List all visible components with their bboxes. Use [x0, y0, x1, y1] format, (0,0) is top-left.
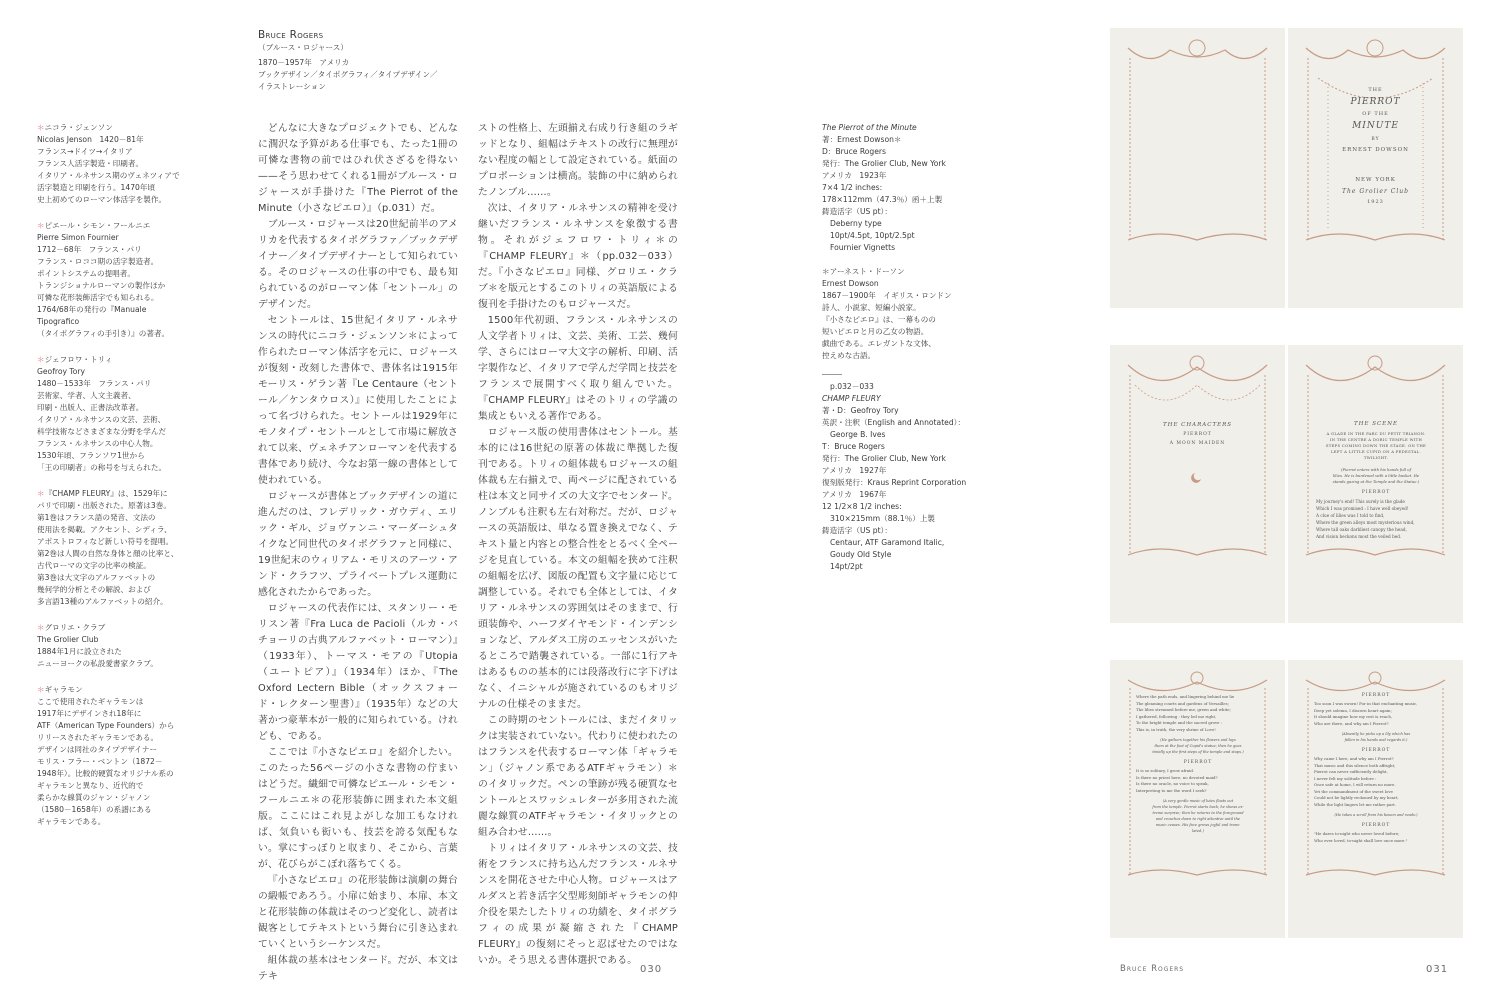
verse-line: That music and this silence both affright; [1314, 762, 1396, 768]
verse-line: While the light lingers let me rather part. [1314, 801, 1396, 807]
side-note-line: ニューヨークの私設愛書家クラブ。 [37, 659, 158, 668]
side-note-line: 可憐な花形装飾活字でも知られる。 [37, 293, 159, 302]
verse-line: It is so solitary, I grow afraid. [1136, 768, 1195, 773]
stage-direction: from the temple. Pierrot starts back; he shows ex- [1152, 805, 1244, 809]
title-page-line: NEW YORK [1355, 177, 1396, 183]
credit-line: 10pt/4.5pt, 10pt/2.5pt [830, 231, 915, 240]
title-page-line: MINUTE [1352, 121, 1399, 131]
credit-line: 12 1/2×8 1/2 inches: [822, 502, 902, 511]
side-note-line: 活字製造と印刷を行う。1470年頃 [37, 183, 156, 192]
credit-line: p.032－033 [830, 382, 874, 391]
side-note-line: 1530年頃、フランソワ1世から [37, 451, 145, 460]
stage-direction: (A very gentle music of lutes floats out [1162, 799, 1234, 803]
title-page-text [1333, 86, 1418, 206]
verse-line: Which I was promised : I have well obeyed! [1316, 506, 1409, 511]
stage-direction: (He gathers together his flowers and lays [1160, 738, 1236, 742]
scene-line: TWILIGHT. [1363, 455, 1389, 460]
side-note [37, 622, 187, 670]
character-line: THE CHARACTERS [1162, 422, 1233, 428]
side-note-line: フランス・ルネサンスの中心人物。 [37, 439, 158, 448]
verse-line: Who are there, and why am I Pierrot? [1314, 720, 1389, 726]
side-note-line: 多言語13種のアルファベットの紹介。 [37, 597, 168, 606]
verse-line: Why came I here, and why am I Pierrot? [1314, 756, 1394, 761]
character-line: A MOON MAIDEN [1169, 441, 1226, 446]
side-note-line: The Grolier Club [37, 635, 99, 644]
designer-roles: ブックデザイン／タイポグラフィ／タイプデザイン／ [258, 70, 438, 79]
side-note [37, 488, 187, 608]
side-note-line: ギャラモンと異なり、近代的で [37, 781, 144, 790]
plate-flyleaf [1110, 28, 1285, 308]
designer-name: Bruce Rogers [258, 29, 324, 41]
body-paragraph: ロジャース版の使用書体はセントール。基本的には16世紀の原著の体裁に準拠した復刊である。トリィの組体裁もロジャースの組体裁も左右揃えで、両ページに配されている柱は本文と同サイズの大文字でセンタード。ノンブルも注釈も左右対称だ。だが、ロジャースの英語版は、単なる置き換えでなく、テキスト量と内容との整合性をとるべく全ページを見直している。本文の組幅を狭めて注釈の組幅を広げ、図版の配置も文字量に応じて調整している。それでも全体としては、イタリア・ルネサンスの雰囲気はそのままで、行頭装飾や、ハーフダイヤモンド・インデンションなど、アルダス工房のエッセンスがいたるところで踏襲されている。一部に1行アキはあるものの基本的には段落改行に字下げはなく、イニシャルが施されているのもオリジナルの仕様そのままだ。 [478, 427, 678, 710]
plate-scene [1288, 345, 1463, 623]
side-note-line: イタリア・ルネサンス期のヴェネツィアで [37, 171, 180, 180]
verse-line: "He dares to-night who never loved before; [1314, 831, 1400, 836]
credit-line: 詩人、小説家、短編小説家。 [822, 303, 921, 312]
stage-direction: (Pierrot enters with his hands full of [1341, 467, 1411, 472]
credit-line: 鋳造活字（US pt）： [822, 526, 892, 535]
character-line: PIERROT [1183, 432, 1212, 437]
verse-line: Who ever loved, to-night shall love once more." [1314, 837, 1408, 843]
side-note-title: ＊ニコラ・ジェンソン [37, 123, 113, 132]
side-note-line: フランス人活字製造・印刷者。 [37, 159, 144, 168]
side-note-line: Nicolas Jenson 1420－81年 [37, 135, 144, 144]
right-verse-text [1314, 688, 1438, 848]
side-note-line: ギャラモンである。 [37, 817, 106, 826]
body-paragraph: この時期のセントールには、まだイタリックは実装されていない。代わりに使われたのはフランスを代表するローマン体「ギャラモン」（ジャノン系であるATFギャラモン）＊のイタリックだ。ペンの筆跡が残る硬質なセントールとスワッシュレターが多用された流麗な線質のATFギャラモン・イタリックとの組み合わせ……。 [478, 715, 678, 838]
verse-line: Is there no priest here, no devoted maid? [1136, 774, 1218, 780]
speaker-label: PIERROT [1361, 748, 1391, 753]
side-note-line: ここで使用されたギャラモンは [37, 697, 144, 706]
side-note-line: （タイポグラフィの手引き）』の著者。 [37, 329, 170, 338]
stage-direction: (Absently he picks up a lily which has [1341, 732, 1411, 736]
credit-line: Centaur, ATF Garamond Italic, [830, 538, 945, 547]
verse-line: A clue of lilies was I told to find, [1316, 513, 1385, 518]
credit-line: Ernest Dowson [822, 279, 879, 288]
credits-column [822, 122, 982, 585]
verse-line: Is there no oracle, no voice to speak, [1136, 781, 1209, 786]
credit-line: The Pierrot of the Minute [822, 123, 917, 132]
verse-line: Too soon I was sworn! For in that enchanting music, [1314, 701, 1418, 706]
side-note-line: 芸術家、学者、人文主義者、 [37, 391, 136, 400]
body-paragraph: ブルース・ロジャースは20世紀前半のアメリカを代表するタイポグラファ／ブックデザイナー／タイプデザイナーとして知られている。そのロジャースの仕事の中でも、最も知られているのがローマン体「セントール」のデザインだ。 [258, 219, 458, 310]
credit-line: 『小さなピエロ』は、一幕ものの [822, 315, 936, 324]
verse-line: Yet the commandment of the sweet love [1314, 788, 1393, 794]
speaker-label: PIERROT [1361, 823, 1391, 828]
side-note-line: アポストロフィなど新しい符号を提唱。 [37, 537, 174, 546]
side-note-line: （1580－1658年）の系譜にある [37, 805, 152, 814]
verse-line: Where the path ends, and lingering behind me lie [1136, 694, 1235, 699]
credit-line: 著・D：Geofroy Tory [822, 406, 899, 415]
side-note [37, 684, 187, 828]
side-note-line: 幾何学的分析とその解説、および [37, 585, 151, 594]
body-paragraph: 組体裁の基本はセンタード。だが、本文はテキ [258, 955, 458, 982]
body-paragraph: セントールは、15世紀イタリア・ルネサンスの時代にニコラ・ジェンソン＊によって作られたローマン体活字を元に、ロジャースが復刻・改刻した書体で、書体名は1915年モーリス・ゲラン著『Le Centaure（セントール／ケンタウロス）』に使用したことによって名づけられた。セントールは1929年にモノタイプ・セントールとして市場に解放されて以来、ヴェネチアンローマンを代表する書体であり続け、今なお第一線の書体として使われている。 [258, 315, 458, 486]
side-note-line: 第1巻はフランス語の発音、文法の [37, 513, 156, 522]
credit-line: Deberny type [830, 219, 882, 228]
verse-line: Where the green alleys most mysterious wind, [1316, 520, 1415, 525]
scene-line: IN THE CENTRE A DORIC TEMPLE WITH [1329, 437, 1423, 442]
verse-line: I never felt my solitude before : [1314, 775, 1377, 781]
page-number-left: 030 [640, 964, 663, 975]
side-note-line: 史上初めてのローマン体活字を製作。 [37, 195, 167, 204]
verse-line: To the bright temple and the sacred grove : [1136, 720, 1222, 725]
plate-characters [1110, 345, 1285, 623]
side-note [37, 122, 187, 206]
side-note-line: 1884年1月に設立された [37, 647, 122, 656]
credit-line: 鋳造活字（US pt）： [822, 207, 892, 216]
speaker-label: PIERROT [1361, 490, 1391, 495]
side-note-line: 1480－1533年 フランス・パリ [37, 379, 152, 388]
body-paragraph: ストの性格上、左頭揃え右成り行き組のラギッドとなり、組幅はテキストの改行に無理がない程度の幅として設定されている。紙面のプロポーションは横高。装飾の中に納められたノンブル……。 [478, 123, 678, 198]
body-paragraph: ここでは『小さなピエロ』を紹介したい。このたった56ページの小さな書物の佇まいはどうだ。繊細で可憐なピエール・シモン・フールニエ＊の花形装飾に囲まれた本文組版。ここにはこれ見よがしな加工もなければ、気負いも衒いも、技芸を誇る気配もない。掌にすっぽりと収まり、そこから、言葉が、花びらがこぼれ落ちてくる。 [258, 747, 458, 870]
ornament-frame [1110, 345, 1285, 623]
title-page-line: The Grolier Club [1342, 187, 1409, 195]
credit-line: Fournier Vignetts [830, 243, 896, 252]
side-note-title: ＊ジェフロワ・トリィ [37, 355, 113, 364]
verse-line: And vision beckons most the veiled bed. [1316, 534, 1402, 539]
title-page-line: PIERROT [1350, 97, 1401, 107]
credit-line: 14pt/2pt [830, 562, 863, 571]
title-page-line: ERNEST DOWSON [1342, 146, 1409, 153]
plate-verse-right [1288, 660, 1463, 938]
title-page-line: THE [1368, 87, 1383, 93]
side-note-title: ＊ギャラモン [37, 685, 83, 694]
body-paragraph: どんなに大きなプロジェクトでも、どんなに潤沢な予算がある仕事でも、たった1冊の可憐な書物の前ではひれ伏さざるを得ない——そう思わせてくれる1冊がブルース・ロジャースが手掛けた『The Pierrot of the Minute（小さなピエロ）』（p.031）だ。 [258, 123, 458, 214]
credit-line: 310×215mm（88.1％）上製 [830, 514, 936, 523]
credit-line: アメリカ 1967年 [822, 490, 887, 499]
verse-line: This is, in truth, the very shrine of Love! [1136, 726, 1216, 732]
side-note-line: 第2巻は人間の自然な身体と顔の比率と、 [37, 549, 179, 558]
page-number-right: 031 [1426, 964, 1449, 975]
credit-line: 1867－1900年 イギリス・ロンドン [822, 291, 952, 300]
stage-direction: and crouches down to right attentive until the [1155, 817, 1241, 821]
side-note-line: ポイントシステムの提唱者。 [37, 269, 135, 278]
designer-roles-cont: イラストレーション [258, 82, 326, 91]
speaker-label: PIERROT [1361, 693, 1391, 698]
scene-line: LEFT A LITTLE CUPID ON A PEDESTAL. [1330, 449, 1421, 454]
title-page-line: 1923 [1367, 198, 1384, 205]
verse-line: I gathered, following : they led me right, [1136, 713, 1217, 719]
side-note-line: 柔らかな線質のジャン・ジャノン [37, 793, 151, 802]
stage-direction: them at the foot of Cupid's statue; then he goes [1154, 744, 1242, 748]
credit-line: 復刻版発行：Kraus Reprint Corporation [822, 478, 967, 487]
title-page-line: BY [1371, 137, 1380, 142]
verse-line: Once safe at home, I will return no more. [1314, 782, 1396, 787]
body-paragraph: 『小さなピエロ』の花形装飾は演劇の舞台の緞帳であろう。小扉に始まり、本扉、本文と花形装飾の体裁はそのつど変化し、読者は観客としてテキストという舞台に引き込まれていくというシーケンスだ。 [258, 875, 458, 950]
body-paragraph: ロジャースの代表作には、スタンリー・モリスン著『Fra Luca de Pacioli（ルカ・パチョーリの古典アルファベット・ローマン）』（1933年）、トーマス・モアの『Utopia（ユートピア）』（1934年）ほか、『The Oxford Lectern Bible（オックスフォード・レクターン聖書）』（1935年）などの大著かつ豪華本が一般的に知られている。けれども、である。 [258, 603, 458, 742]
stage-direction: lated.) [1192, 829, 1204, 833]
verse-line: The gleaming courts and gardens of Versailles; [1136, 700, 1229, 706]
title-page-line: OF THE [1362, 111, 1389, 117]
side-note-line: イタリア・ルネサンスの文芸、芸術、 [37, 415, 166, 424]
designer-name-ja: （ブルース・ロジャース） [258, 43, 348, 52]
credit-line: 英訳・注釈（English and Annotated）： [822, 418, 966, 427]
left-verse-text [1136, 694, 1260, 838]
side-note-line: Pierre Simon Fournier [37, 233, 119, 242]
speaker-label: PIERROT [1183, 760, 1213, 765]
credit-line: 控えめな古語。 [822, 351, 876, 360]
plate-verse-left [1110, 660, 1285, 938]
stage-direction: music ceases. His face grows joyful and trans- [1155, 823, 1241, 827]
side-note-line: 科学技術などさまざまな分野を学んだ [37, 427, 167, 436]
side-note-line: 1712－68年 フランス・パリ [37, 245, 142, 254]
stage-direction: treme surprise; then he returns to the foreground [1152, 811, 1244, 815]
side-notes [37, 122, 187, 842]
body-column-2 [478, 121, 678, 969]
credit-block [822, 374, 967, 573]
verse-line: Pierrot can never sufficiently delight, [1314, 769, 1388, 774]
credit-line: 7×4 1/2 inches: [822, 183, 883, 192]
side-note-line: 1764/68年の発行の『Manuale Tipografico [37, 305, 147, 326]
credit-line: CHAMP FLEURY [822, 394, 881, 403]
side-note [37, 220, 187, 340]
verse-line: Where tall oaks darkliest canopy the head, [1316, 527, 1407, 532]
side-note-line: Geofroy Tory [37, 367, 85, 376]
characters-text [1140, 421, 1255, 448]
side-note-line: 印刷・出版人、正書法改革者。 [37, 403, 144, 412]
body-paragraph: トリィはイタリア・ルネサンスの文芸、技術をフランスに持ち込んだフランス・ルネサンスを開花させた中心人物。ロジャースはアルダスと若き活字父型彫刻師ギャラモンの仲介役を果たしたトリィの功績を、タイポグラフィの成果が凝縮された『CHAMP FLEURY』の復刻にそっと忍ばせたのではないか。そう思える書体選択である。 [478, 843, 678, 966]
scene-heading: THE SCENE [1353, 421, 1399, 427]
stage-direction: stands gazing at the Temple and the Statue.) [1332, 479, 1420, 484]
side-note-line: トランジショナルローマンの製作ほか [37, 281, 166, 290]
body-paragraph: 次は、イタリア・ルネサンスの精神を受け継いだフランス・ルネサンスを象徴する書物。それがジェフロワ・トリィ＊の『CHAMP FLEURY』＊（pp.032－033）だ。『小さなピエロ』同様、グロリエ・クラブ＊を版元とするこのトリィの英語版による復刊を手掛けたのもロジャースだ。 [478, 203, 678, 310]
body-paragraph: ロジャースが書体とブックデザインの道に進んだのは、フレデリック・ガウディ、エリック・ギル、ジョヴァンニ・マーダーシュタイクなど同世代のタイポグラファと同様に、19世紀末のウィリアム・モリスのアーツ・アンド・クラフツ、プライベートプレス運動に感化されたからであった。 [258, 491, 458, 598]
verse-line: Deep yet solemn, I discern heart again; [1314, 707, 1392, 713]
credit-line: アメリカ 1927年 [822, 466, 887, 475]
plate-title-page [1288, 28, 1463, 308]
side-note-line: 古代ローマの文字の比率の検証。 [37, 561, 151, 570]
side-note-line: 1948年）。比較的硬質なオリジナル系の [37, 769, 174, 778]
credit-line: 発行：The Grolier Club, New York [822, 159, 946, 168]
side-note-line: パリで印刷・出版された。原著は3巻。 [37, 501, 171, 510]
credit-line: 発行：The Grolier Club, New York [822, 454, 946, 463]
moon-ornament [1191, 473, 1201, 483]
side-note-line: デザインは同社のタイプデザイナー [37, 745, 158, 754]
side-note-title: ＊グロリエ・クラブ [37, 623, 106, 632]
credit-line: 短いピエロと月の乙女の物語。 [822, 327, 929, 336]
running-head: Bruce Rogers [1120, 964, 1185, 974]
credit-line: Goudy Old Style [830, 550, 892, 559]
scene-line: STEPS COMING DOWN THE STAGE. ON THE [1325, 443, 1427, 448]
side-note [37, 354, 187, 474]
side-note-line: 使用法を掲載。アクセント、シディラ、 [37, 525, 172, 534]
side-note-title: ＊『CHAMP FLEURY』は、1529年に [37, 489, 168, 498]
bio-header [258, 28, 478, 93]
verse-line: It should imagine how my rest is reach, [1314, 714, 1393, 719]
side-note-line: 「王の印刷者」の称号を与えられた。 [37, 463, 167, 472]
stage-direction: fallen in his hands and regards it.) [1344, 738, 1408, 742]
scene-line: A GLADE IN THE PARC DU PETIT TRIANON. [1326, 431, 1426, 436]
side-note-line: モリス・フラー・ベントン（1872－ [37, 757, 163, 766]
ornament-frame [1110, 28, 1285, 308]
credit-line: 著：Ernest Dowson＊ [822, 135, 902, 144]
side-note-line: ATF（American Type Founders）から [37, 721, 175, 730]
side-note-line: 1917年にデザインされ18年に [37, 709, 142, 718]
stage-direction: timidly up the first steps of the temple and stops.) [1152, 750, 1244, 754]
verse-line: My journey's end! This surely is the glade [1316, 499, 1405, 504]
credit-block [822, 266, 982, 362]
credit-line: アメリカ 1923年 [822, 171, 887, 180]
side-note-title: ＊ピエール・シモン・フールニエ [37, 221, 151, 230]
verse-line: The lilies streamed before me, green and white; [1136, 707, 1231, 712]
verse-line: Interpreting to me the word I seek? [1136, 787, 1207, 793]
body-column-1 [258, 121, 458, 985]
stage-direction: (He takes a scroll from his bosom and reads:) [1334, 813, 1418, 817]
verse-line: Could not be lightly reckoned by my heart, [1314, 795, 1399, 800]
credit-line: 178×112mm（47.3％）函＋上製 [822, 195, 943, 204]
designer-years: 1870－1957年 アメリカ [258, 58, 350, 67]
side-note-line: 第3巻は大文字のアルファベットの [37, 573, 156, 582]
credit-line: ＊アーネスト・ドーソン [822, 267, 905, 276]
credit-line: 戯曲である。エレガントな文体、 [822, 339, 936, 348]
scene-text [1316, 421, 1436, 540]
side-note-line: フランス→ドイツ→イタリア [37, 147, 133, 156]
stage-direction: lilies. He is burdened with a little basket. He [1332, 473, 1420, 478]
credit-line: D：Bruce Rogers [822, 147, 886, 156]
side-note-line: フランス・ロココ期の活字製造者。 [37, 257, 159, 266]
credit-block [822, 122, 982, 254]
side-note-line: リリースされたギャラモンである。 [37, 733, 159, 742]
credit-line: T：Bruce Rogers [822, 442, 885, 451]
body-paragraph: 1500年代初頭、フランス・ルネサンスの人文学者トリィは、文芸、美術、工芸、幾何学、さらにはローマ大文字の解析、印刷、活字製作など、イタリアで学んだ学問と技芸をフランスで展開すべく取り組んでいた。『CHAMP FLEURY』はそのトリィの学識の集成ともいえる著作である。 [478, 315, 678, 422]
credit-line: George B. Ives [830, 430, 886, 439]
